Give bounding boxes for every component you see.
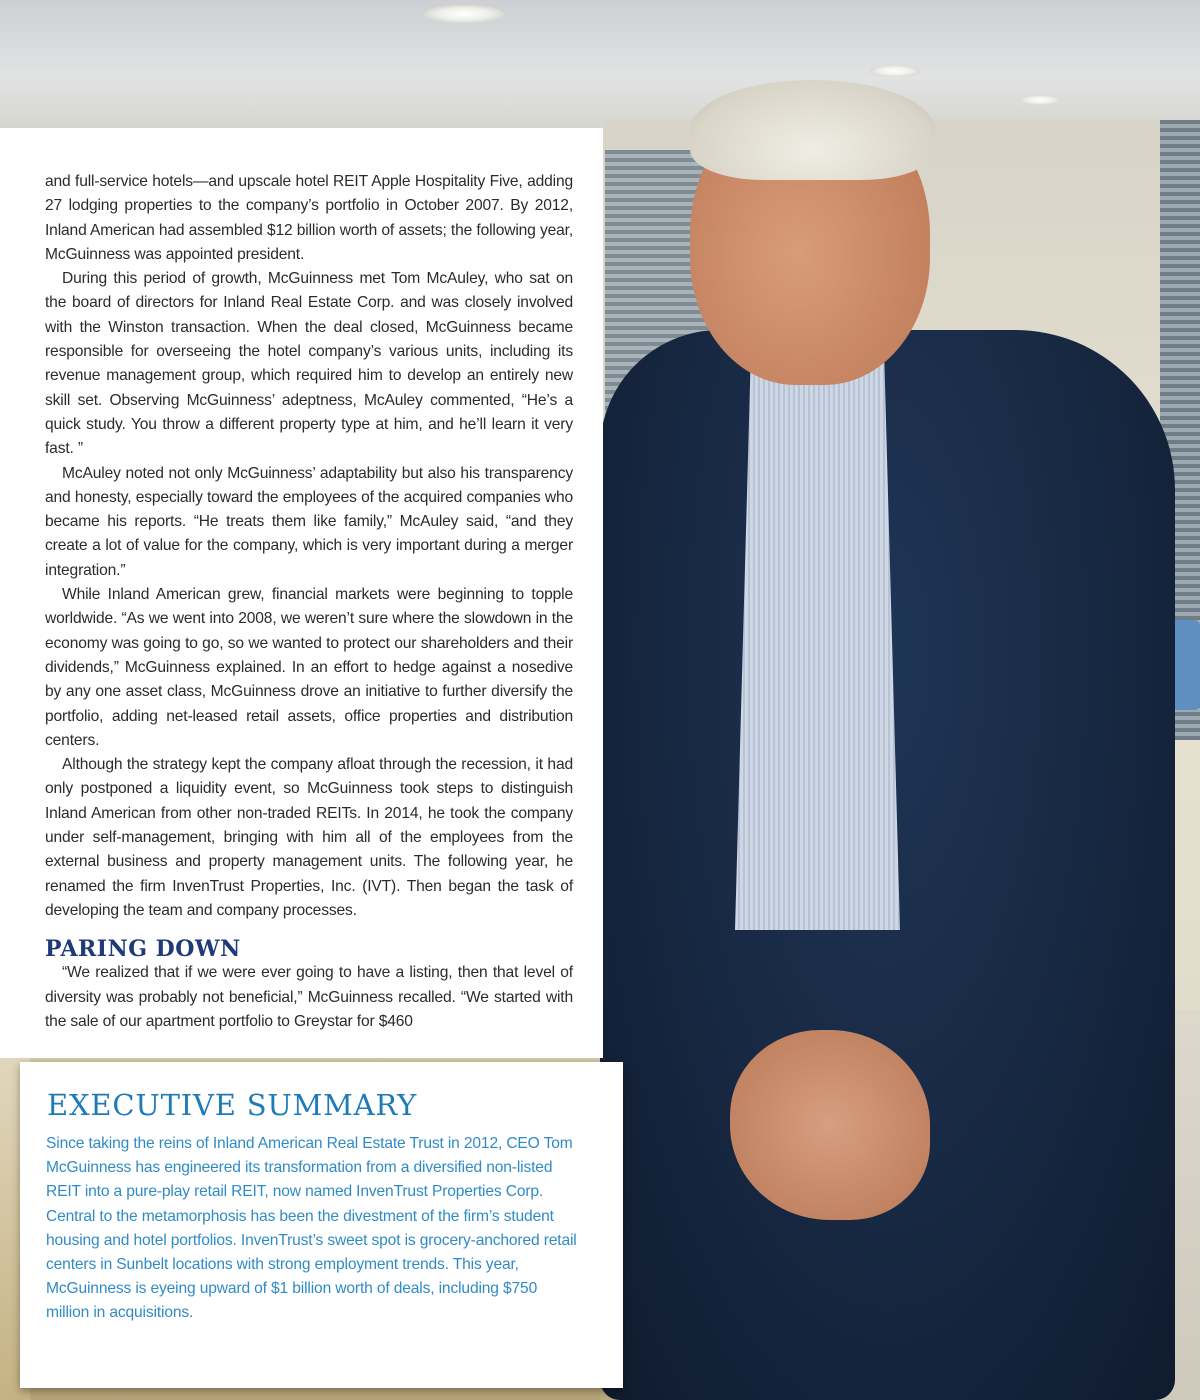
executive-summary-text: Since taking the reins of Inland American Real Estate Trust in 2012, CEO Tom McGuinness has engineered its transformation from a diversified non-listed REIT into a pure-play retail REIT, now named InvenTrust Properties Corp. Central to the metamorphosis has been the divestment of the firm’s student housing and hotel portfolios. InvenTrust’s sweet spot is grocery-anchored retail centers in Sunbelt locations with strong employment trends. This year, McGuinness is eyeing upward of $1 billion worth of deals, including $750 million in acquisitions. (46, 1135, 577, 1322)
person-shirt (735, 330, 900, 930)
office-ceiling (0, 0, 1200, 130)
section-heading: PARING DOWN (45, 936, 241, 963)
article-paragraph: McAuley noted not only McGuinness’ adaptability but also his transparency and honesty, especially toward the employees of the acquired companies who became his reports. “He treats them like family,” McAuley said, “and they create a lot of value for the company, which is very important during a merger integration.” (45, 464, 573, 579)
article-paragraph: and full-service hotels—and upscale hotel REIT Apple Hospitality Five, adding 27 lodging properties to the company’s portfolio in October 2007. By 2012, Inland American had assembled $12 billion worth of assets; the following year, McGuinness was appointed president. (45, 173, 573, 263)
article-paragraph: During this period of growth, McGuinness met Tom McAuley, who sat on the board of directors for Inland Real Estate Corp. and was closely involved with the Winston transaction. When the deal closed, McGuinness became responsible for overseeing the hotel company’s various units, including its revenue management group, which required him to develop an entirely new skill set. Observing McGuinness’ adeptness, McAuley commented, “He’s a quick study. You throw a different property type at him, and he’ll learn it very fast. ” (45, 270, 573, 458)
ceiling-light (870, 65, 920, 77)
article-body (45, 170, 573, 1034)
executive-summary-box (20, 1062, 623, 1388)
ceiling-light (424, 5, 504, 23)
person-hair (690, 80, 935, 180)
person-hands (730, 1030, 930, 1220)
article-paragraph: Although the strategy kept the company afloat through the recession, it had only postponed a liquidity event, so McGuinness took steps to distinguish Inland American from other non-traded REITs. In 2014, he took the company under self-management, bringing with him all of the employees from the external business and property management units. The following year, he renamed the firm InvenTrust Properties, Inc. (IVT). Then began the task of developing the team and company processes. (45, 756, 573, 919)
executive-summary-title: EXECUTIVE SUMMARY (47, 1088, 418, 1122)
article-paragraph: While Inland American grew, financial markets were beginning to topple worldwide. “As we went into 2008, we weren’t sure where the slowdown in the economy was going to go, so we wanted to protect our shareholders and their dividends,” McGuinness explained. In an effort to hedge against a nosedive by any one asset class, McGuinness drove an initiative to further diversify the portfolio, adding net-leased retail assets, office properties and distribution centers. (45, 586, 573, 749)
ceiling-light (1020, 95, 1060, 105)
article-panel (0, 128, 603, 1058)
article-paragraph: “We realized that if we were ever going to have a listing, then that level of diversity was probably not beneficial,” McGuinness recalled. “We started with the sale of our apartment portfolio to Greystar for $460 (45, 964, 573, 1030)
